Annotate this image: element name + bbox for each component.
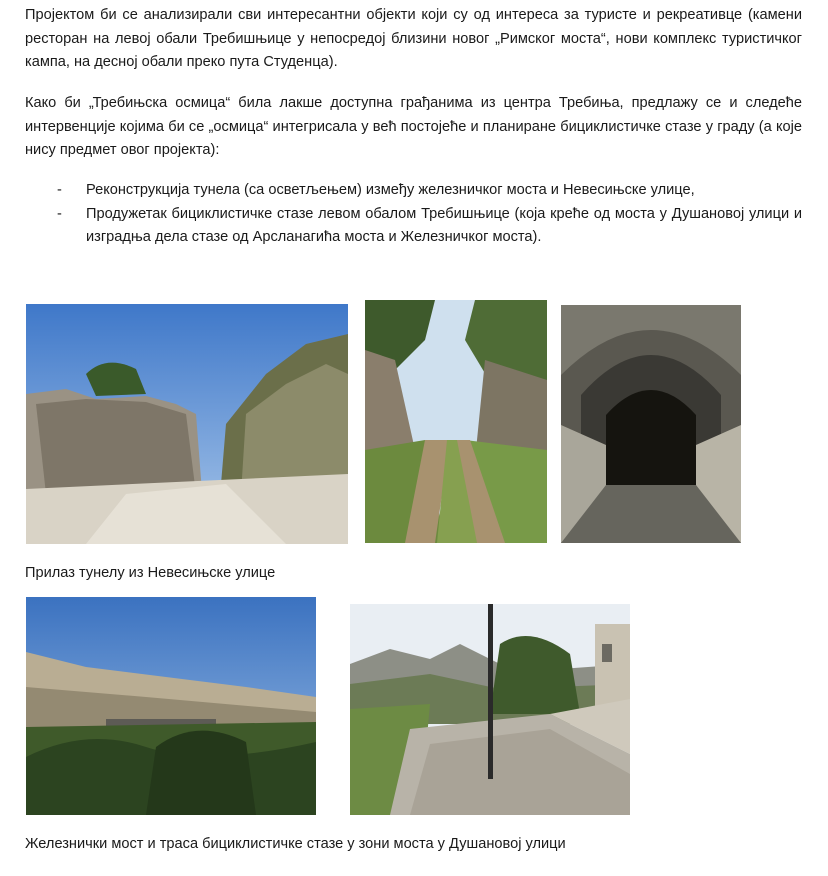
- list-item: [57, 179, 802, 203]
- photo-forest-path: [365, 300, 547, 543]
- bullet-dash: -: [57, 205, 62, 222]
- caption-railway-bridge: Железнички мост и траса бициклистичке стазе у зони моста у Душановој улици: [25, 836, 566, 852]
- photo-bike-path-promenade: [350, 604, 630, 815]
- bullet-dash: -: [57, 182, 62, 198]
- list-item-text: Реконструкција тунела (са осветљењем) између железничког моста и Невесињске улице,: [86, 182, 695, 198]
- list-item-text: Продужетак бициклистичке стазе левом обалом Требишњице (која креће од моста у Душановој улици и изградња дела стазе од Арсланагића моста и Железничког моста).: [86, 205, 802, 245]
- intro-paragraph: Пројектом би се анализирали сви интересантни објекти који су од интереса за туристе и рекреативце (камени ресторан на левој обали Требишњице у непосредој близини новог „Римског моста“, нови комплекс туристичког кампа, на десној обали преко пута Студенца).: [25, 7, 802, 70]
- photo-tunnel: [561, 305, 741, 543]
- caption-tunnel-approach: Прилаз тунелу из Невесињске улице: [25, 565, 276, 581]
- interventions-list: [57, 179, 802, 250]
- list-item: [57, 203, 802, 250]
- photo-rock-cut-road: [26, 304, 348, 544]
- interventions-paragraph: Како би „Требињска осмица“ била лакше доступна грађанима из центра Требиња, предлажу се и следеће интервенције којима би се „осмица“ интегрисала у већ постојеће и планиране бициклистичке стазе у граду (а које нису предмет овог пројекта):: [25, 95, 802, 158]
- photo-railway-bridge: [26, 597, 316, 815]
